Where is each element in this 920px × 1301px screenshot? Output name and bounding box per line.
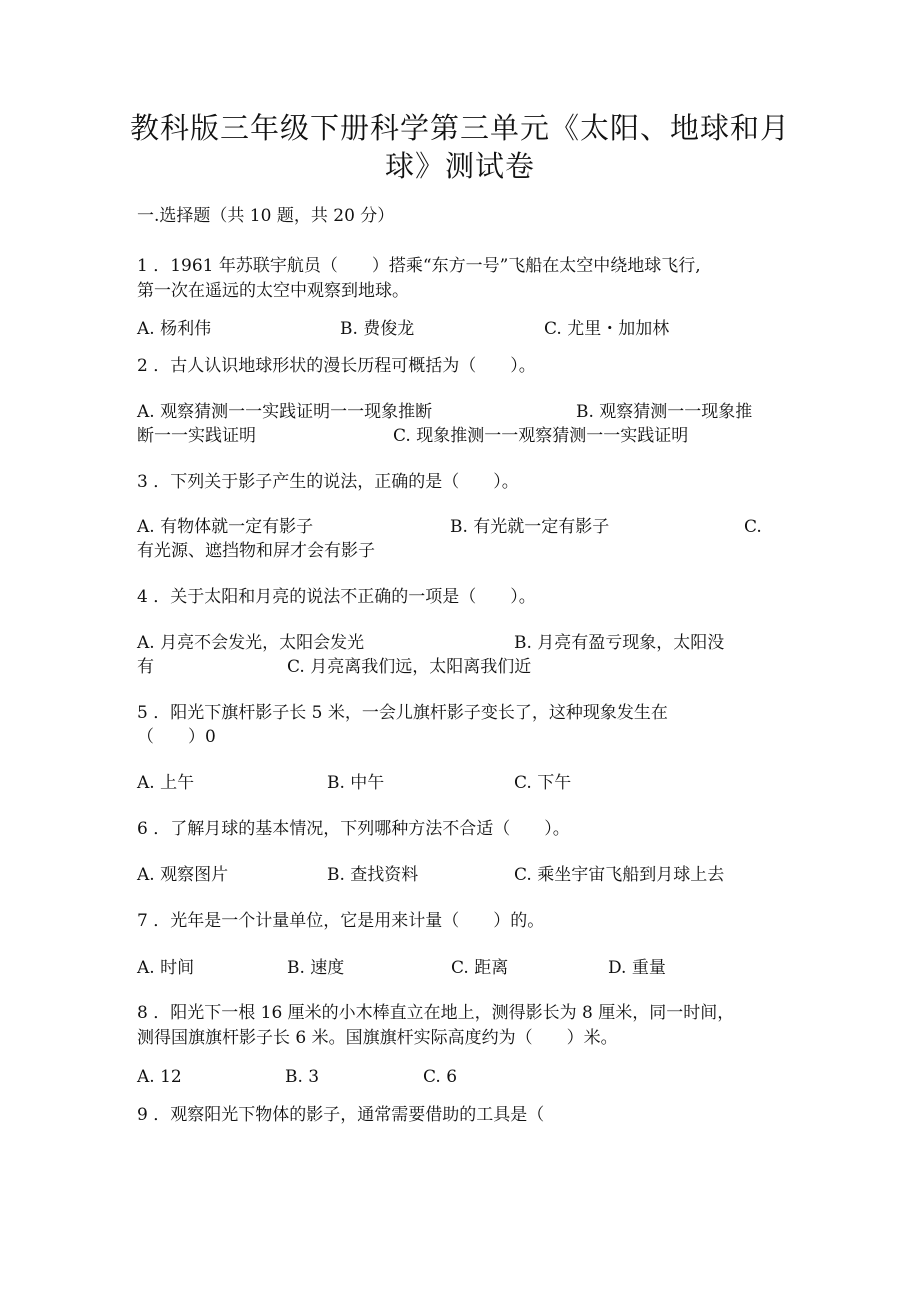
question-6-option-c: C. 乘坐宇宙飞船到月球上去 [514,865,725,885]
section-heading: 一.选择题（共 10 题，共 20 分） [137,206,395,226]
question-9-line-1: 9 ．观察阳光下物体的影子，通常需要借助的工具是（ [137,1105,545,1125]
question-3-option-b: B. 有光就一定有影子 [450,517,610,537]
question-1-option-c: C. 尤里・加加林 [544,319,670,339]
question-4-line-1: 4 ．关于太阳和月亮的说法不正确的一项是（ ）。 [137,587,536,607]
question-7-option-d: D. 重量 [608,958,666,978]
question-8-option-a: A. 12 [137,1067,182,1087]
question-5-line-2: （ ）0 [137,727,216,747]
question-1-line-2: 第一次在遥远的太空中观察到地球。 [137,281,409,301]
question-8-option-c: C. 6 [423,1067,458,1087]
question-1-line-1: 1 ．1961 年苏联宇航员（ ）搭乘“东方一号”飞船在太空中绕地球飞行, [137,256,701,276]
question-3-option-c-label: C. [744,517,762,537]
question-5-option-b: B. 中午 [327,773,385,793]
question-2-option-b: B. 观察猜测一一现象推 [576,402,753,422]
question-2-option-b-continued: 断一一实践证明 [137,426,256,446]
question-1-option-b: B. 费俊龙 [340,319,415,339]
question-8-option-b: B. 3 [285,1067,320,1087]
question-4-option-a: A. 月亮不会发光，太阳会发光 [137,633,365,653]
question-7-line-1: 7 ．光年是一个计量单位，它是用来计量（ ）的。 [137,911,545,931]
document-title-line-1: 教科版三年级下册科学第三单元《太阳、地球和月 [129,111,790,145]
question-3-line-1: 3 ．下列关于影子产生的说法，正确的是（ ）。 [137,472,519,492]
question-3-option-c: 有光源、遮挡物和屏才会有影子 [137,541,375,561]
question-4-option-c: C. 月亮离我们远，太阳离我们近 [287,657,532,677]
question-5-line-1: 5 ．阳光下旗杆影子长 5 米，一会儿旗杆影子变长了，这种现象发生在 [137,703,668,723]
question-2-line-1: 2 ．古人认识地球形状的漫长历程可概括为（ ）。 [137,356,536,376]
question-6-option-a: A. 观察图片 [137,865,229,885]
question-4-option-b: B. 月亮有盈亏现象，太阳没 [514,633,725,653]
question-8-line-2: 测得国旗旗杆影子长 6 米。国旗旗杆实际高度约为（ ）米。 [137,1028,618,1048]
question-4-option-b-continued: 有 [137,657,154,677]
question-2-option-c: C. 现象推测一一观察猜测一一实践证明 [393,426,689,446]
question-6-line-1: 6 ．了解月球的基本情况，下列哪种方法不合适（ ）。 [137,819,570,839]
question-2-option-a: A. 观察猜测一一实践证明一一现象推断 [137,402,433,422]
question-5-option-a: A. 上午 [137,773,195,793]
question-5-option-c: C. 下午 [514,773,572,793]
question-8-line-1: 8 ．阳光下一根 16 厘米的小木棒直立在地上，测得影长为 8 厘米，同一时间， [137,1003,735,1023]
question-1-option-a: A. 杨利伟 [137,319,212,339]
question-7-option-a: A. 时间 [137,958,195,978]
document-title-line-2: 球》测试卷 [384,149,535,183]
question-7-option-b: B. 速度 [287,958,345,978]
question-6-option-b: B. 查找资料 [327,865,419,885]
question-3-option-a: A. 有物体就一定有影子 [137,517,314,537]
question-7-option-c: C. 距离 [451,958,509,978]
